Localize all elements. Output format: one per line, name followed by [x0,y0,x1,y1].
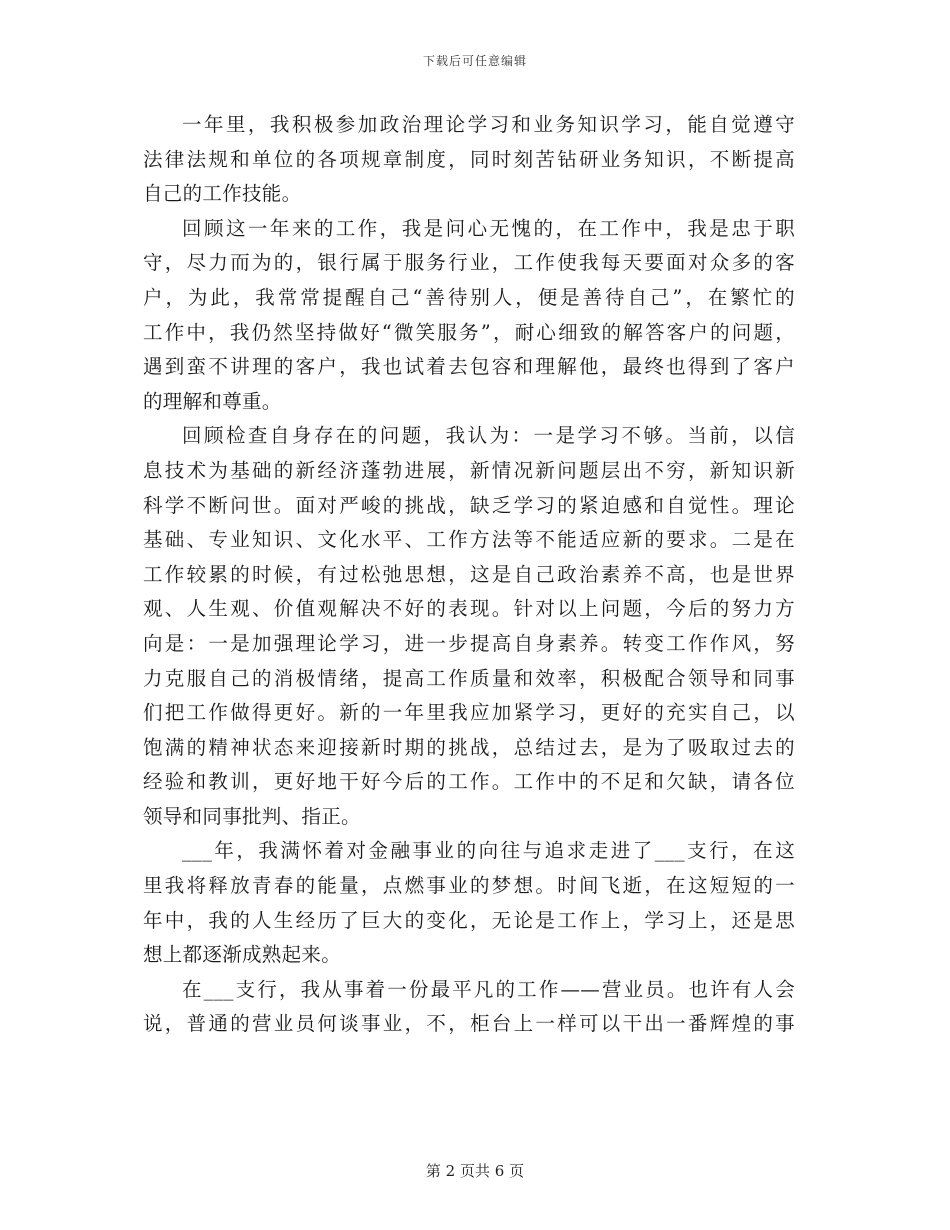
paragraph-1-line-2: 法律法规和单位的各项规章制度，同时刻苦钻研业务知识，不断提高 [143,147,795,171]
paragraph-3-line-7: 向是：一是加强理论学习，进一步提高自身素养。转变工作作风，努 [143,631,795,655]
paragraph-3-line-10: 饱满的精神状态来迎接新时期的挑战，总结过去，是为了吸取过去的 [143,735,795,759]
paragraph-3-line-4: 基础、专业知识、文化水平、工作方法等不能适应新的要求。二是在 [143,528,795,552]
paragraph-3-line-2: 息技术为基础的新经济蓬勃进展，新情况新问题层出不穷，新知识新 [143,458,795,482]
paragraph-1-line-1: 一年里，我积极参加政治理论学习和业务知识学习，能自觉遵守 [182,113,795,136]
page-footer: 第 2 页共 6 页 [425,1162,525,1180]
paragraph-4-line-1: ___年，我满怀着对金融事业的向往与追求走进了___支行，在这 [182,839,795,863]
paragraph-2-line-3: 户，为此，我常常提醒自己“善待别人，便是善待自己”，在繁忙的 [143,285,795,309]
paragraph-3-line-6: 观、人生观、价值观解决不好的表现。针对以上问题，今后的努力方 [143,597,795,621]
paragraph-3-line-9: 们把工作做得更好。新的一年里我应加紧学习，更好的充实自己，以 [143,701,795,725]
paragraph-1-line-3: 自己的工作技能。 [143,182,302,206]
paragraph-4-line-3: 年中，我的人生经历了巨大的变化，无论是工作上，学习上，还是思 [143,908,795,932]
paragraph-2-line-1: 回顾这一年来的工作，我是问心无愧的，在工作中，我是忠于职 [182,216,795,240]
paragraph-2-line-5: 遇到蛮不讲理的客户，我也试着去包容和理解他，最终也得到了客户 [143,355,795,379]
paragraph-3-line-12: 领导和同事批判、指正。 [143,804,361,828]
document-body [143,108,795,1042]
paragraph-4-line-2: 里我将释放青春的能量，点燃事业的梦想。时间飞逝，在这短短的一 [143,874,795,898]
paragraph-2-line-6: 的理解和尊重。 [143,389,282,413]
paragraph-5-line-1: 在___支行，我从事着一份最平凡的工作——营业员。也许有人会 [182,977,795,1001]
page-header: 下载后可任意编辑 [422,54,527,68]
paragraph-3-line-3: 科学不断问世。面对严峻的挑战，缺乏学习的紧迫感和自觉性。理论 [143,493,795,517]
paragraph-2-line-4: 工作中，我仍然坚持做好“微笑服务”，耐心细致的解答客户的问题， [143,320,795,344]
paragraph-3-line-1: 回顾检查自身存在的问题，我认为：一是学习不够。当前，以信 [182,424,795,448]
paragraph-2-line-2: 守，尽力而为的，银行属于服务行业，工作使我每天要面对众多的客 [143,251,795,275]
paragraph-3-line-8: 力克服自己的消极情绪，提高工作质量和效率，积极配合领导和同事 [143,666,795,690]
paragraph-3-line-5: 工作较累的时候，有过松弛思想，这是自己政治素养不高，也是世界 [143,562,795,586]
paragraph-3-line-11: 经验和教训，更好地干好今后的工作。工作中的不足和欠缺，请各位 [143,770,795,794]
paragraph-4-line-4: 想上都逐渐成熟起来。 [143,943,342,967]
paragraph-5-line-2: 说，普通的营业员何谈事业，不，柜台上一样可以干出一番辉煌的事 [143,1012,795,1036]
